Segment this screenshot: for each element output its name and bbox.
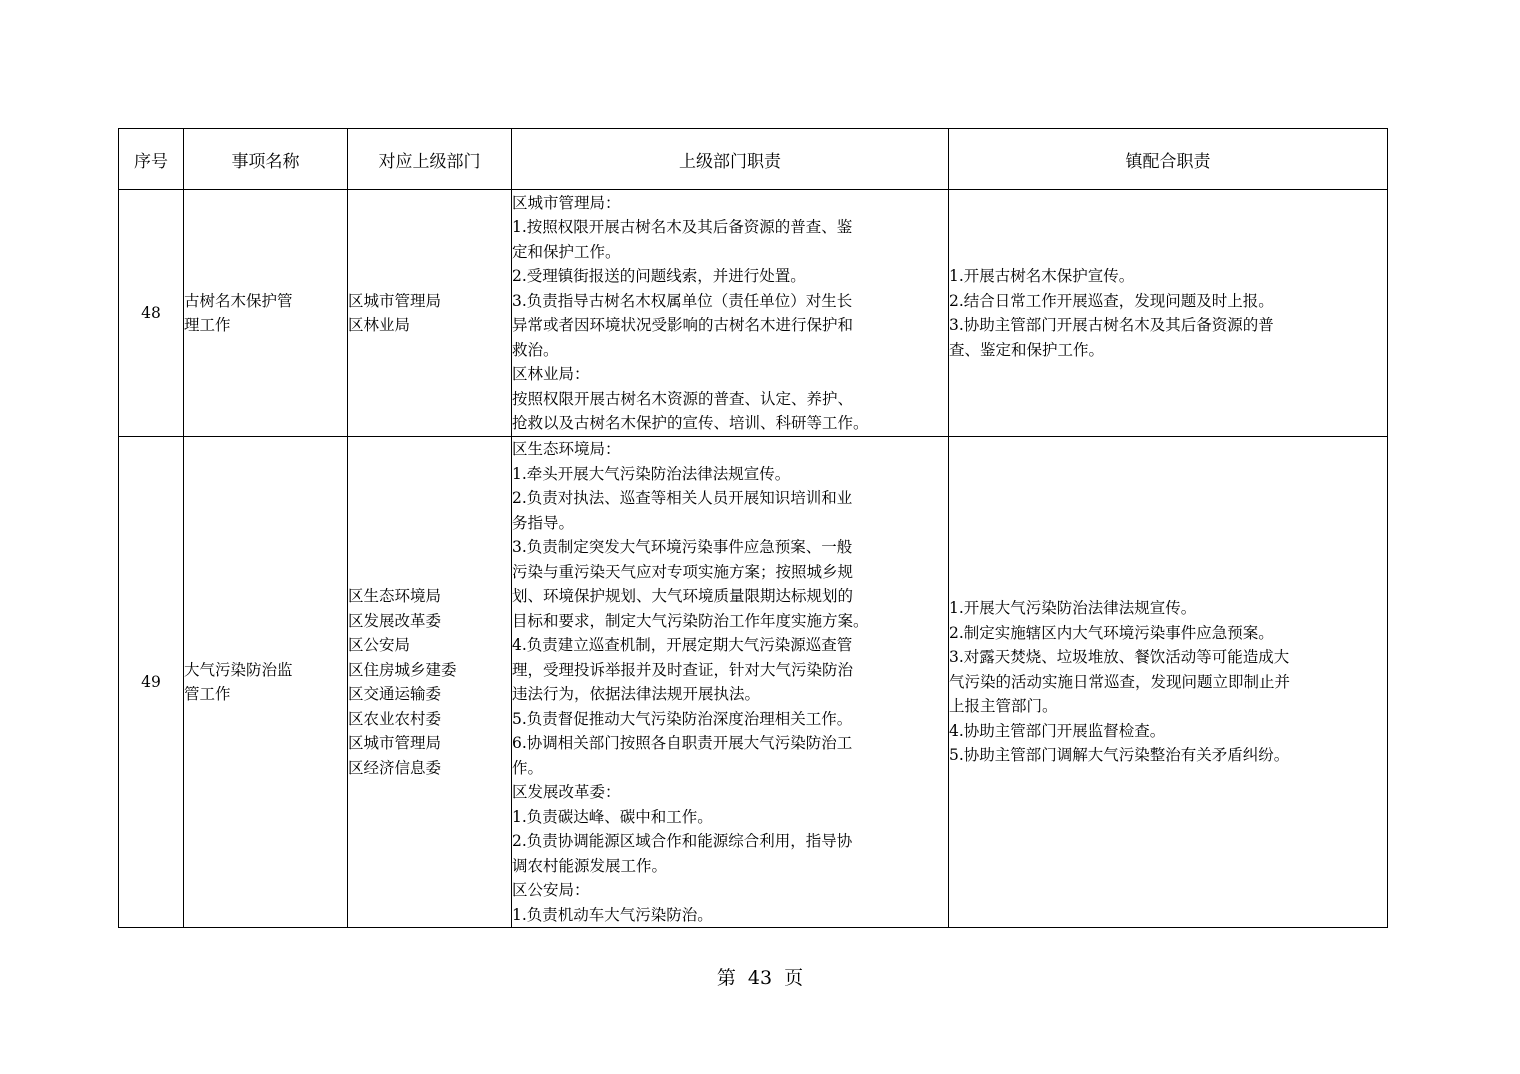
- coop-line: 气污染的活动实施日常巡查，发现问题立即制止并: [949, 672, 1291, 691]
- duty-line: 违法行为，依据法律法规开展执法。: [512, 685, 761, 703]
- header-superior-dept: 对应上级部门: [348, 129, 512, 190]
- duty-line: 5.负责督促推动大气污染防治深度治理相关工作。: [512, 709, 853, 728]
- table-row: [119, 437, 1388, 928]
- duty-line: 3.负责指导古树名木权属单位（责任单位）对生长: [512, 291, 853, 310]
- duty-line: 抢救以及古树名木保护的宣传、培训、科研等工作。: [512, 414, 869, 432]
- table-row: [119, 190, 1388, 437]
- duty-line: 区生态环境局：: [512, 440, 621, 458]
- dept-line: 区农业农村委: [348, 709, 442, 728]
- row-town-duty: [949, 437, 1388, 928]
- row-superior-duty: [512, 437, 949, 928]
- dept-line: 区生态环境局: [348, 587, 442, 605]
- coop-line: 查、鉴定和保护工作。: [949, 340, 1105, 359]
- duty-line: 按照权限开展古树名木资源的普查、认定、养护、: [512, 389, 854, 408]
- duty-line: 区公安局：: [512, 881, 590, 899]
- header-superior-duty: 上级部门职责: [512, 129, 949, 190]
- duty-line: 区城市管理局：: [512, 193, 621, 212]
- name-line: 大气污染防治监: [184, 660, 293, 679]
- header-seq: 序号: [119, 129, 184, 190]
- coop-line: 1.开展古树名木保护宣传。: [949, 267, 1135, 285]
- duty-line: 理，受理投诉举报并及时查证，针对大气污染防治: [512, 660, 854, 679]
- duty-line: 1.负责机动车大气污染防治。: [512, 905, 713, 924]
- header-town-duty: 镇配合职责: [949, 129, 1388, 190]
- duty-table: [118, 128, 1388, 928]
- duty-line: 区发展改革委：: [512, 783, 621, 801]
- dept-line: 区住房城乡建委: [348, 660, 457, 679]
- row-seq: 49: [119, 437, 184, 928]
- table-header-row: [119, 129, 1388, 190]
- row-town-duty: [949, 190, 1388, 437]
- duty-line: 调农村能源发展工作。: [512, 856, 668, 875]
- duty-line: 目标和要求，制定大气污染防治工作年度实施方案。: [512, 611, 869, 630]
- coop-line: 3.协助主管部门开展古树名木及其后备资源的普: [949, 316, 1274, 334]
- row-dept: [348, 437, 512, 928]
- duty-line: 4.负责建立巡查机制，开展定期大气污染源巡查管: [512, 636, 853, 654]
- dept-line: 区发展改革委: [348, 611, 442, 630]
- coop-line: 上报主管部门。: [949, 697, 1058, 716]
- page-number-prefix: 第: [716, 967, 736, 989]
- duty-line: 异常或者因环境状况受影响的古树名木进行保护和: [512, 316, 854, 334]
- duty-line: 作。: [512, 758, 544, 777]
- coop-line: 5.协助主管部门调解大气污染整治有关矛盾纠纷。: [949, 746, 1290, 765]
- duty-line: 定和保护工作。: [512, 242, 621, 261]
- duty-line: 2.负责协调能源区域合作和能源综合利用，指导协: [512, 832, 853, 850]
- coop-line: 1.开展大气污染防治法律法规宣传。: [949, 599, 1197, 618]
- dept-line: 区经济信息委: [348, 758, 442, 777]
- duty-line: 划、环境保护规划、大气环境质量限期达标规划的: [512, 587, 854, 605]
- dept-line: 区城市管理局: [348, 291, 442, 310]
- name-line: 理工作: [184, 316, 231, 334]
- name-line: 管工作: [184, 685, 231, 703]
- row-superior-duty: [512, 190, 949, 437]
- row-item-name: [184, 437, 348, 928]
- dept-line: 区公安局: [348, 636, 411, 654]
- name-line: 古树名木保护管: [184, 291, 293, 310]
- duty-line: 1.负责碳达峰、碳中和工作。: [512, 807, 713, 826]
- duty-line: 救治。: [512, 340, 559, 359]
- dept-line: 区城市管理局: [348, 734, 442, 752]
- duty-line: 区林业局：: [512, 365, 590, 383]
- header-item-name: 事项名称: [184, 129, 348, 190]
- coop-line: 4.协助主管部门开展监督检查。: [949, 721, 1166, 740]
- row-dept: [348, 190, 512, 437]
- coop-line: 2.结合日常工作开展巡查，发现问题及时上报。: [949, 291, 1274, 310]
- duty-line: 3.负责制定突发大气环境污染事件应急预案、一般: [512, 538, 853, 556]
- duty-line: 务指导。: [512, 513, 575, 532]
- coop-line: 2.制定实施辖区内大气环境污染事件应急预案。: [949, 623, 1274, 642]
- page-number-value: 43: [747, 967, 773, 989]
- coop-line: 3.对露天焚烧、垃圾堆放、餐饮活动等可能造成大: [949, 648, 1290, 667]
- dept-line: 区交通运输委: [348, 685, 442, 703]
- page-number: [0, 963, 1520, 990]
- duty-line: 2.受理镇街报送的问题线索，并进行处置。: [512, 267, 806, 285]
- row-seq: 48: [119, 190, 184, 437]
- duty-line: 2.负责对执法、巡查等相关人员开展知识培训和业: [512, 489, 853, 507]
- duty-line: 污染与重污染天气应对专项实施方案；按照城乡规: [512, 562, 854, 581]
- dept-line: 区林业局: [348, 316, 411, 334]
- row-item-name: [184, 190, 348, 437]
- duty-line: 6.协调相关部门按照各自职责开展大气污染防治工: [512, 734, 853, 752]
- page-number-suffix: 页: [784, 967, 804, 989]
- duty-line: 1.按照权限开展古树名木及其后备资源的普查、鉴: [512, 218, 853, 236]
- duty-line: 1.牵头开展大气污染防治法律法规宣传。: [512, 464, 791, 483]
